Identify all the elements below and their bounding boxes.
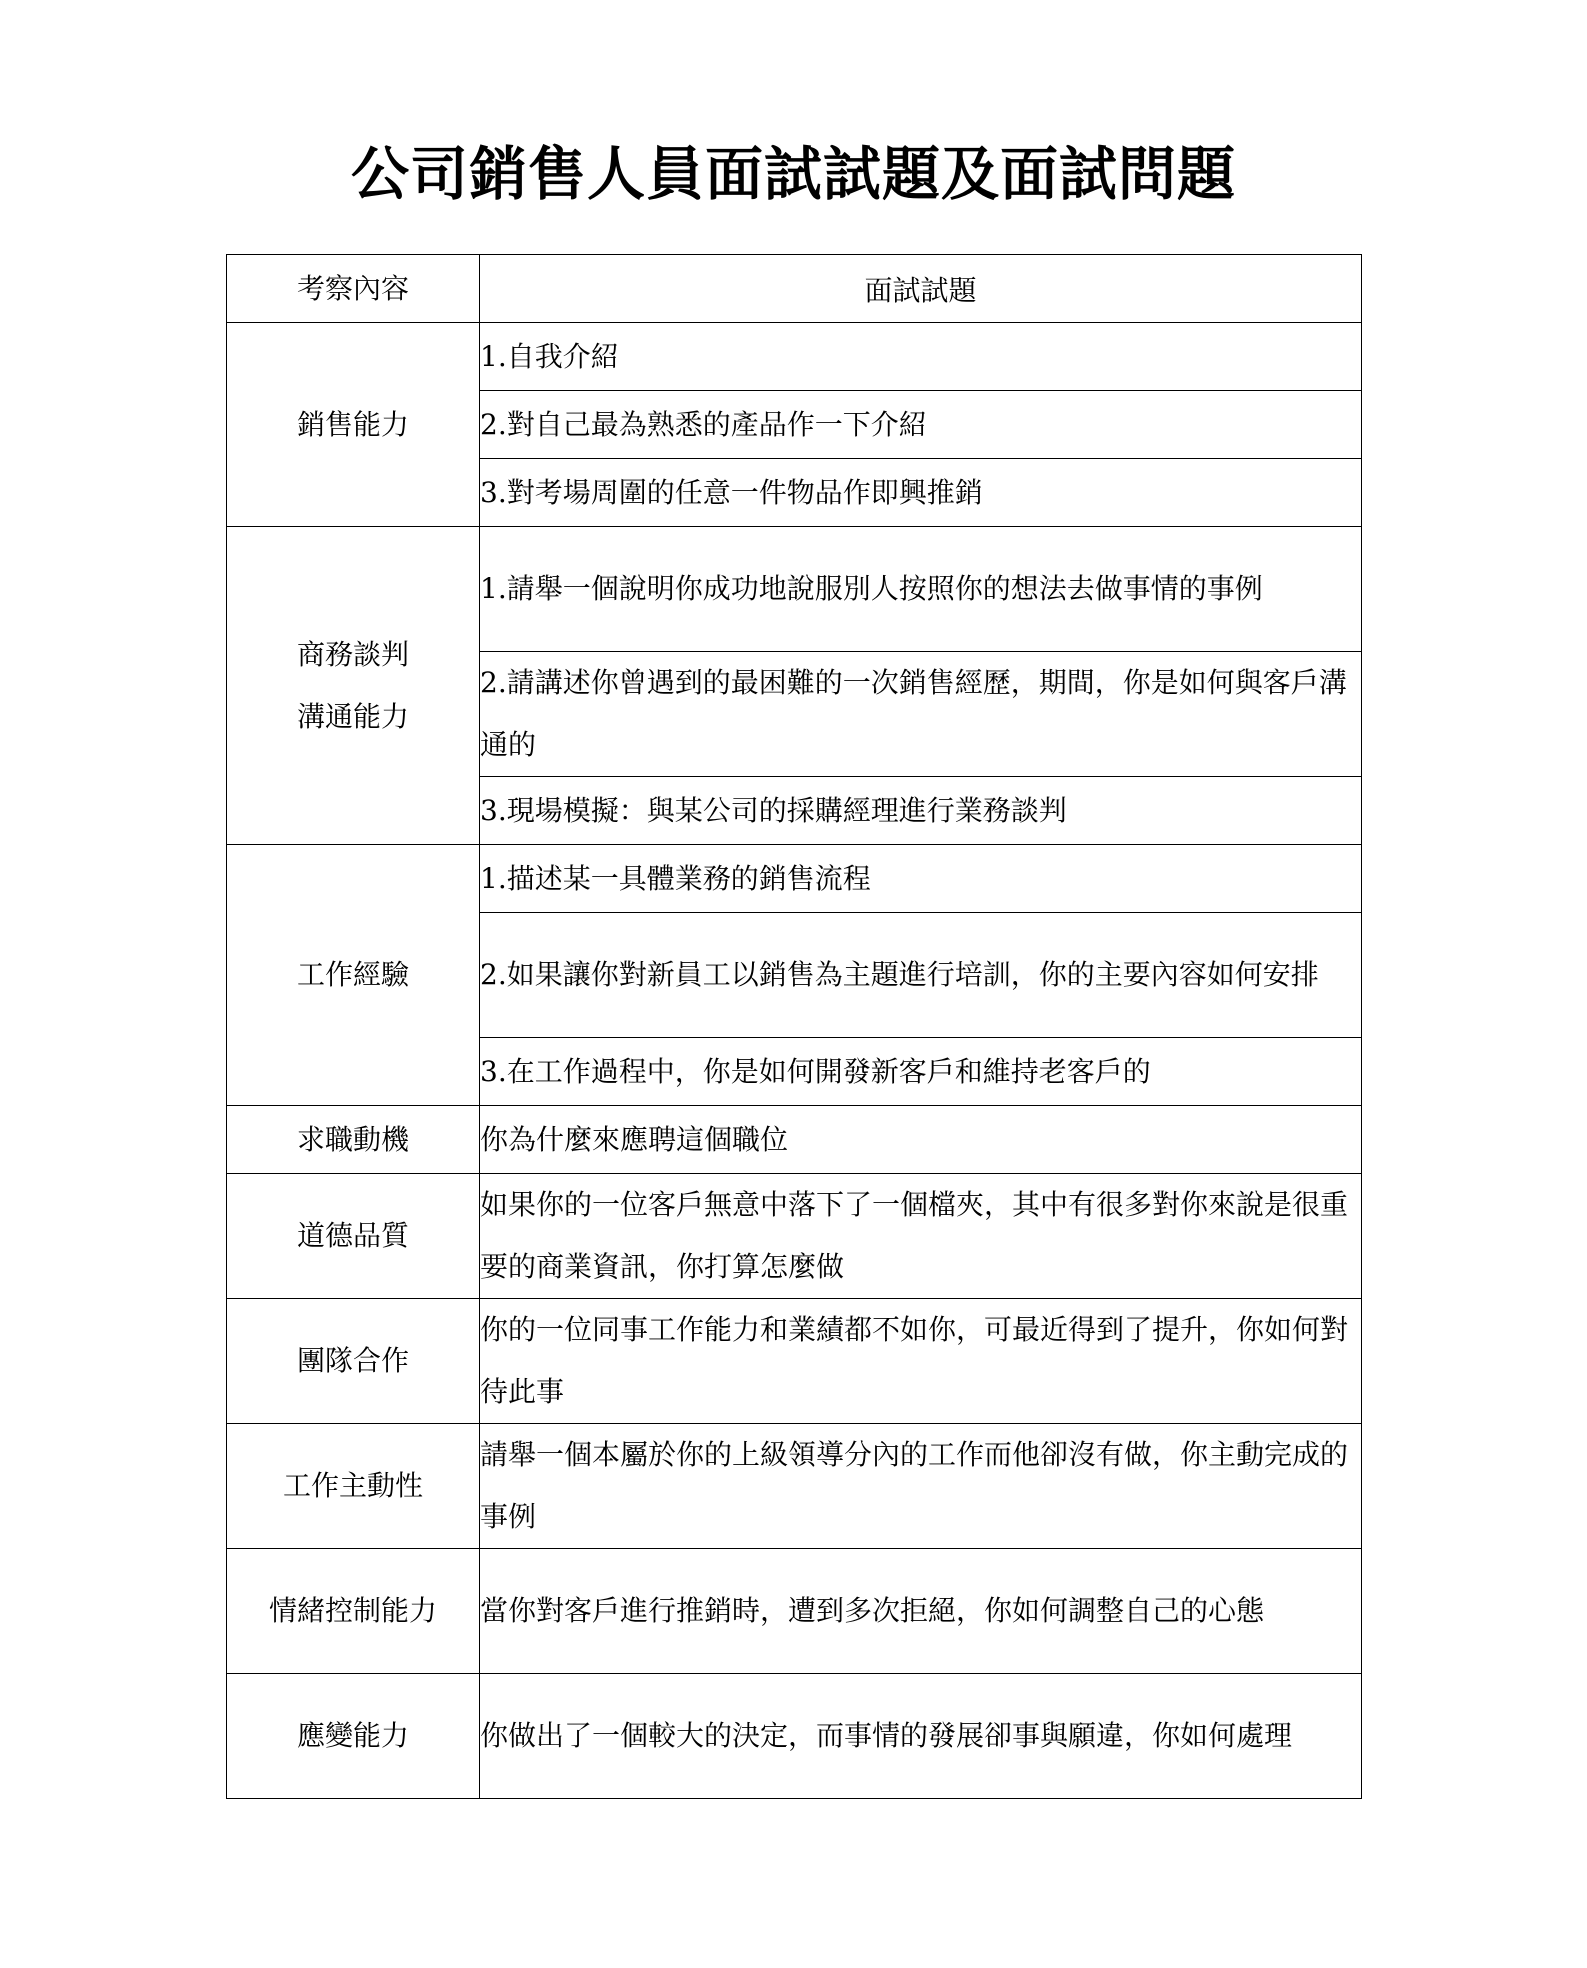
category-cell-initiative — [227, 1424, 480, 1549]
category-cell-emotional-control — [227, 1549, 480, 1674]
category-label: 團隊合作 — [296, 1344, 409, 1377]
category-label: 求職動機 — [296, 1122, 409, 1156]
table-row — [227, 1299, 1362, 1424]
question-cell: 你的一位同事工作能力和業績都不如你，可最近得到了提升，你如何對待此事 — [480, 1299, 1362, 1424]
question-cell: 如果你的一位客戶無意中落下了一個檔夾，其中有很多對你來說是很重要的商業資訊，你打算怎麼做 — [480, 1174, 1362, 1299]
table-row — [227, 527, 1362, 652]
category-label: 工作主動性 — [282, 1469, 423, 1502]
question-cell: 2.對自己最為熟悉的產品作一下介紹 — [480, 391, 1362, 459]
table-row — [227, 1424, 1362, 1549]
category-cell-moral-quality — [227, 1174, 480, 1299]
category-label-line-1: 商務談判 — [296, 637, 409, 671]
header-category: 考察內容 — [227, 255, 480, 323]
question-cell: 2.如果讓你對新員工以銷售為主題進行培訓，你的主要內容如何安排 — [480, 913, 1362, 1038]
category-label: 工作經驗 — [296, 958, 409, 991]
question-cell: 3.現場模擬：與某公司的採購經理進行業務談判 — [480, 777, 1362, 845]
question-cell: 你為什麼來應聘這個職位 — [480, 1106, 1362, 1174]
category-label: 情緒控制能力 — [268, 1594, 437, 1627]
document-title: 公司銷售人員面試試題及面試問題 — [350, 140, 1236, 208]
category-cell-teamwork — [227, 1299, 480, 1424]
table-row — [227, 1674, 1362, 1799]
category-label: 應變能力 — [296, 1719, 409, 1752]
category-cell-sales-ability — [227, 323, 480, 527]
table-row — [227, 1106, 1362, 1174]
category-label-line-2: 溝通能力 — [296, 699, 409, 733]
table-row — [227, 1174, 1362, 1299]
question-cell: 1.描述某一具體業務的銷售流程 — [480, 845, 1362, 913]
category-label: 道德品質 — [296, 1219, 409, 1252]
question-cell: 當你對客戶進行推銷時，遭到多次拒絕，你如何調整自己的心態 — [480, 1549, 1362, 1674]
category-cell-adaptability — [227, 1674, 480, 1799]
question-cell: 你做出了一個較大的決定，而事情的發展卻事與願違，你如何處理 — [480, 1674, 1362, 1799]
interview-questions-table — [226, 254, 1362, 1799]
table-row — [227, 1549, 1362, 1674]
question-cell: 2.請講述你曾遇到的最困難的一次銷售經歷，期間，你是如何與客戶溝通的 — [480, 652, 1362, 777]
question-cell: 請舉一個本屬於你的上級領導分內的工作而他卻沒有做，你主動完成的事例 — [480, 1424, 1362, 1549]
category-cell-work-experience — [227, 845, 480, 1106]
category-cell-negotiation-communication — [227, 527, 480, 845]
question-cell: 3.在工作過程中，你是如何開發新客戶和維持老客戶的 — [480, 1038, 1362, 1106]
question-cell: 1.自我介紹 — [480, 323, 1362, 391]
table-header-row — [227, 255, 1362, 323]
question-cell: 3.對考場周圍的任意一件物品作即興推銷 — [480, 459, 1362, 527]
category-cell-job-motivation — [227, 1106, 480, 1174]
question-cell: 1.請舉一個說明你成功地說服別人按照你的想法去做事情的事例 — [480, 527, 1362, 652]
table-row — [227, 845, 1362, 913]
table-row — [227, 323, 1362, 391]
header-questions: 面試試題 — [480, 255, 1362, 323]
category-label: 銷售能力 — [296, 407, 409, 441]
